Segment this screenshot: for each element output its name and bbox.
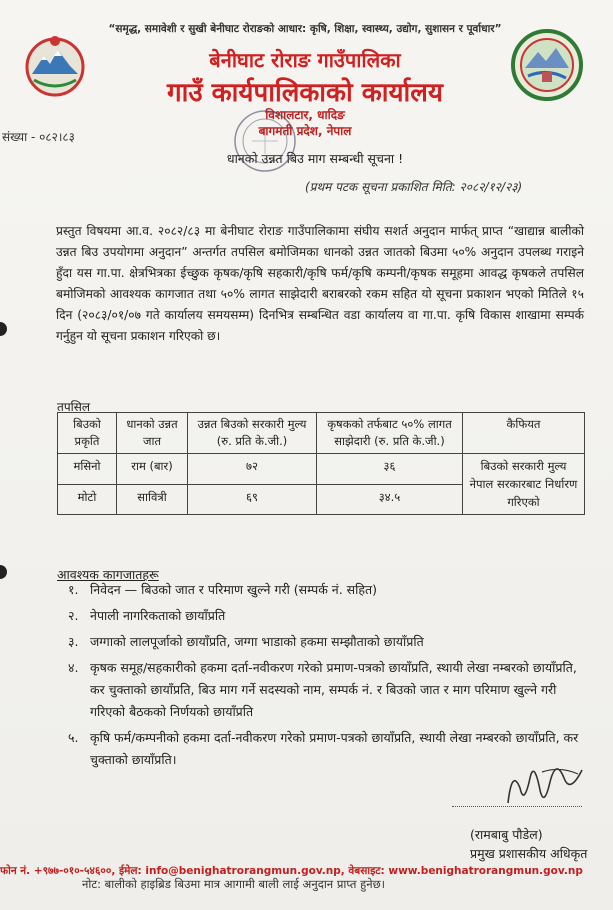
item-text: नेपाली नागरिकताको छायाँप्रति [90,608,226,623]
item-text: निवेदन — बिउको जात र परिमाण खुल्ने गरी (सम्पर्क नं. सहित) [90,582,377,597]
address-line1: विशालटार, धादिङ [265,108,345,122]
item-text: कृषि फर्म/कम्पनीको हकमा दर्ता-नवीकरण गरेको प्रमाण-पत्रको छायाँप्रति, स्थायी लेखा नम्बरको छायाँप्रति, कर चुक्ताको छायाँप्रति। [90,730,579,767]
cell-type: मसिनो [58,454,117,485]
item-text: कृषक समूह/सहकारीको हकमा दर्ता-नवीकरण गरेको प्रमाण-पत्रको छायाँप्रति, स्थायी लेखा नम्बरको छायाँप्रति, कर चुक्ताको छायाँप्रति, बिउ माग गर्ने सदस्यको नाम, सम्पर्क नं. र बिउको जात र माग परिमाण खुल्ने गरी गरिएको बैठकको निर्णयको छायाँप्रति [90,660,577,719]
item-number: ३. [68,634,79,649]
footer-contact: फोन नं. +९७७-०१०-५४६००, ईमेल: info@benighatrorangmun.gov.np, वेबसाइट: www.benighatrorangmun.gov.np [0,865,583,877]
notice-body: प्रस्तुत विषयमा आ.व. २०८२/८३ मा बेनीघाट रोराङ गाउँपालिकामा संघीय सशर्त अनुदान मार्फत् प्राप्त “खाद्यान्न बालीको उन्नत बिउ उपयोगमा अनुदान” अन्तर्गत तपसिल बमोजिमका धानको उन्नत जातको बिउमा ५०% अनुदान उपलब्ध गराइने हुँदा यस गा.पा. क्षेत्रभित्रका ईच्छुक कृषक/कृषि सहकारी/कृषि फर्म/कृषि कम्पनी/कृषक समूहमा आवद्ध कृषकले तपसिल बमोजिमको आवश्यक कागजात तथा ५०% लागत साझेदारी बराबरको रकम सहित यो सूचना प्रकाशन भएको मितिले १५ दिन (२०८३/०१/०७ गते कार्यालय समयसम्म) दिनभित्र सम्बन्धित वडा कार्यालय वा गा.पा. कृषि विकास शाखामा सम्पर्क गर्नुहुन यो सूचना प्रकाशन गरिएको छ। [56,224,584,343]
cell-type: मोटो [58,484,117,515]
cell-variety: राम (बार) [117,454,188,485]
cell-variety: सावित्री [117,484,188,515]
table-header-row [58,413,585,454]
punch-hole [0,565,7,579]
table-row [58,454,585,485]
item-number: ४. [68,660,79,675]
item-number: २. [68,608,79,623]
office-title: गाउँ कार्यपालिकाको कार्यालय [167,78,443,108]
nepal-emblem-icon [20,30,90,100]
item-number: १. [68,582,79,597]
municipality-name: बेनीघाट रोराङ गाउँपालिका [209,48,401,72]
footer-note: नोट: बालीको हाइब्रिड बिउमा मात्र आगामी बाली लाई अनुदान प्राप्त हुनेछ। [82,877,386,891]
list-item [68,579,588,601]
notice-subject: धानको उन्नत बिउ माग सम्बन्धी सूचना ! [226,151,404,166]
signatory-name: (रामबाबु पौडेल) [470,827,543,842]
address-line2: बागमती प्रदेश, नेपाल [258,124,352,138]
signatory-title: प्रमुख प्रशासकीय अधिकृत [470,846,588,861]
motto: “समृद्ध, समावेशी र सुखी बेनीघाट रोराङको आधार: कृषि, शिक्षा, स्वास्थ्य, उद्योग, सुशासन र पूर्वाधार” [108,23,502,35]
cell-price: ७२ [188,454,317,485]
cell-share: ३४.५ [317,484,463,515]
reference-number: संख्या - ०८२।८३ [2,130,75,144]
item-number: ५. [68,730,79,745]
list-item [68,657,588,723]
cell-remark: बिउको सरकारी मुल्य नेपाल सरकारबाट निर्धारण गरिएको [463,454,585,515]
first-published-date: (प्रथम पटक सूचना प्रकाशित मिति: २०८२/१२/२३) [305,180,523,194]
seed-table [57,412,585,515]
item-text: जग्गाको लालपूर्जाको छायाँप्रति, जग्गा भाडाको हकमा सम्झौताको छायाँप्रति [90,634,424,649]
col-header: धानको उन्नत जात [117,413,188,454]
signature-line [452,806,582,807]
table-label: तपसिल [57,400,91,414]
col-header: कृषकको तर्फबाट ५०% लागत साझेदारी (रु. प्रति के.जी.) [317,413,463,454]
municipality-logo-icon [510,28,584,102]
list-item [68,631,588,653]
list-item [68,605,588,627]
col-header: उन्नत बिउको सरकारी मुल्य (रु. प्रति के.जी.) [188,413,317,454]
signature-icon [490,748,590,818]
cell-price: ६९ [188,484,317,515]
punch-hole [0,322,7,336]
cell-share: ३६ [317,454,463,485]
col-header: कैफियत [463,413,585,454]
documents-list [68,579,588,775]
col-header: बिउको प्रकृति [58,413,117,454]
documents-label: आवश्यक कागजातहरू [57,567,159,582]
